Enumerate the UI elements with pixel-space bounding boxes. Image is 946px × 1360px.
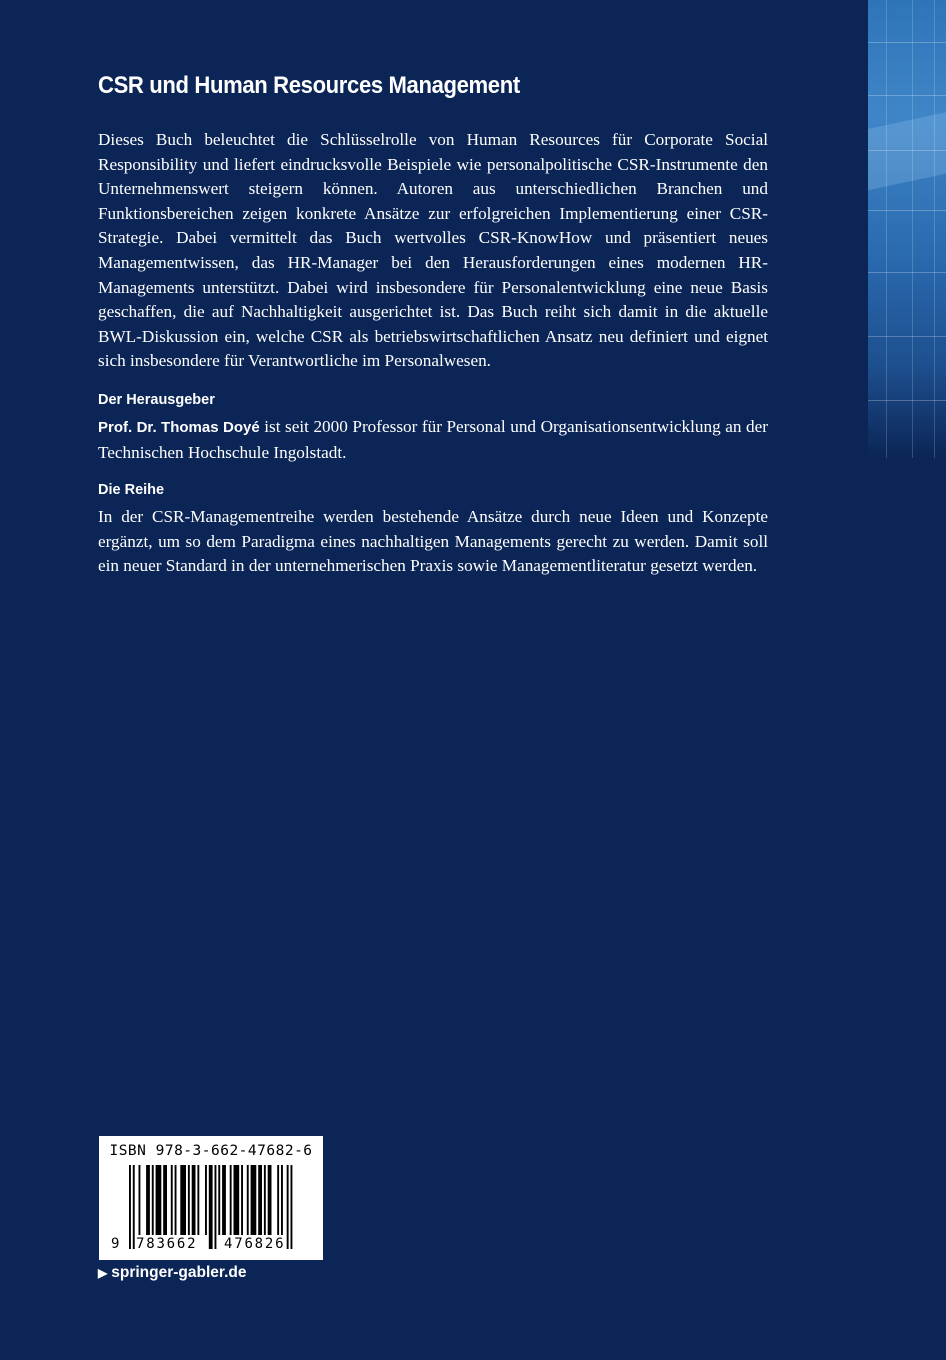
barcode-bar: [146, 1165, 150, 1235]
barcode-bar: [139, 1165, 141, 1235]
facade-line: [886, 0, 887, 458]
barcode-bar: [163, 1165, 167, 1235]
barcode-bar: [281, 1165, 283, 1235]
barcode-bar: [277, 1165, 279, 1235]
editor-name: Prof. Dr. Thomas Doyé: [98, 419, 260, 436]
barcode-bar: [247, 1165, 249, 1235]
series-description: In der CSR-Managementreihe werden bestehende Ansätze durch neue Ideen und Konzepte ergänzt, um so dem Paradigma eines nachhaltigen Managements gerecht zu werden. Damit soll ein neuer Standard in der unternehmerischen Praxis sowie Managementliteratur gesetzt werden.: [98, 507, 768, 576]
barcode-bar: [129, 1165, 131, 1249]
facade-line: [868, 150, 946, 151]
facade-line: [868, 400, 946, 401]
barcode-first-digit: 9: [111, 1236, 120, 1252]
facade-line: [868, 95, 946, 96]
facade-line: [868, 42, 946, 43]
barcode-bar: [291, 1165, 293, 1249]
cover-photo-strip: [868, 0, 946, 458]
barcode-digits-right: 476826: [224, 1236, 286, 1252]
barcode-bar: [175, 1165, 177, 1235]
barcode-bar: [258, 1165, 262, 1235]
barcode-bar: [251, 1165, 257, 1235]
barcode-bar: [230, 1165, 232, 1235]
book-title: CSR und Human Resources Management: [98, 72, 520, 99]
website-url: springer-gabler.de: [111, 1264, 247, 1281]
barcode-bar: [209, 1165, 213, 1249]
isbn-barcode: [99, 1136, 323, 1260]
barcode-bar: [268, 1165, 272, 1235]
book-description: Dieses Buch beleuchtet die Schlüsselrolle von Human Resources für Corporate Social Responsibility und liefert eindrucksvolle Beispiele wie personalpolitische CSR-Instrumente den Unternehmenswert steigern können. Autoren aus unterschiedlichen Branchen und Funktionsbereichen zeigen konkrete Ansätze zur erfolgreichen Implementierung einer CSR-Strategie. Dabei vermittelt das Buch wertvolles CSR-KnowHow und präsentiert neues Managementwissen, das HR-Manager bei den Herausforderungen eines modernen HR-Managements unterstützt. Dabei wird insbesondere für Personalentwicklung eine neue Basis geschaffen, die auf Nachhaltigkeit ausgerichtet ist. Das Buch reiht sich damit in die aktuelle BWL-Diskussion ein, welche CSR als betriebswirtschaftlichen Ansatz neu definiert und eignet sich insbesondere für Verantwortliche im Personalwesen.: [98, 130, 768, 371]
barcode-bar: [197, 1165, 199, 1235]
facade-line: [934, 0, 935, 458]
barcode-bar: [241, 1165, 243, 1235]
barcode-bar: [205, 1165, 207, 1235]
arrow-right-icon: ▶: [98, 1266, 108, 1280]
editor-bio-text: ist seit 2000 Professor für Personal und Organisationsentwicklung an der Technischen Hochschule Ingolstadt.: [98, 417, 768, 462]
barcode-bar: [218, 1165, 220, 1235]
barcode-bar: [171, 1165, 173, 1235]
barcode-bar: [192, 1165, 196, 1235]
editor-heading: Der Herausgeber: [98, 392, 215, 408]
barcode-bar: [180, 1165, 186, 1235]
barcode-bar: [156, 1165, 162, 1235]
barcode-bar: [287, 1165, 289, 1249]
barcode-bar: [234, 1165, 240, 1235]
barcode-bar: [222, 1165, 226, 1235]
facade-line: [912, 0, 913, 458]
barcode-bar: [188, 1165, 190, 1235]
barcode-bar: [215, 1165, 217, 1249]
facade-line: [868, 272, 946, 273]
isbn-label: ISBN 978-3-662-47682-6: [109, 1143, 313, 1159]
series-heading: Die Reihe: [98, 482, 165, 498]
facade-line: [868, 210, 946, 211]
barcode-digits-left: 783662: [136, 1236, 198, 1252]
editor-bio: [98, 415, 768, 465]
barcode-bar: [152, 1165, 154, 1235]
facade-line: [868, 336, 946, 337]
barcode-bar: [264, 1165, 266, 1235]
publisher-website[interactable]: [98, 1264, 246, 1282]
